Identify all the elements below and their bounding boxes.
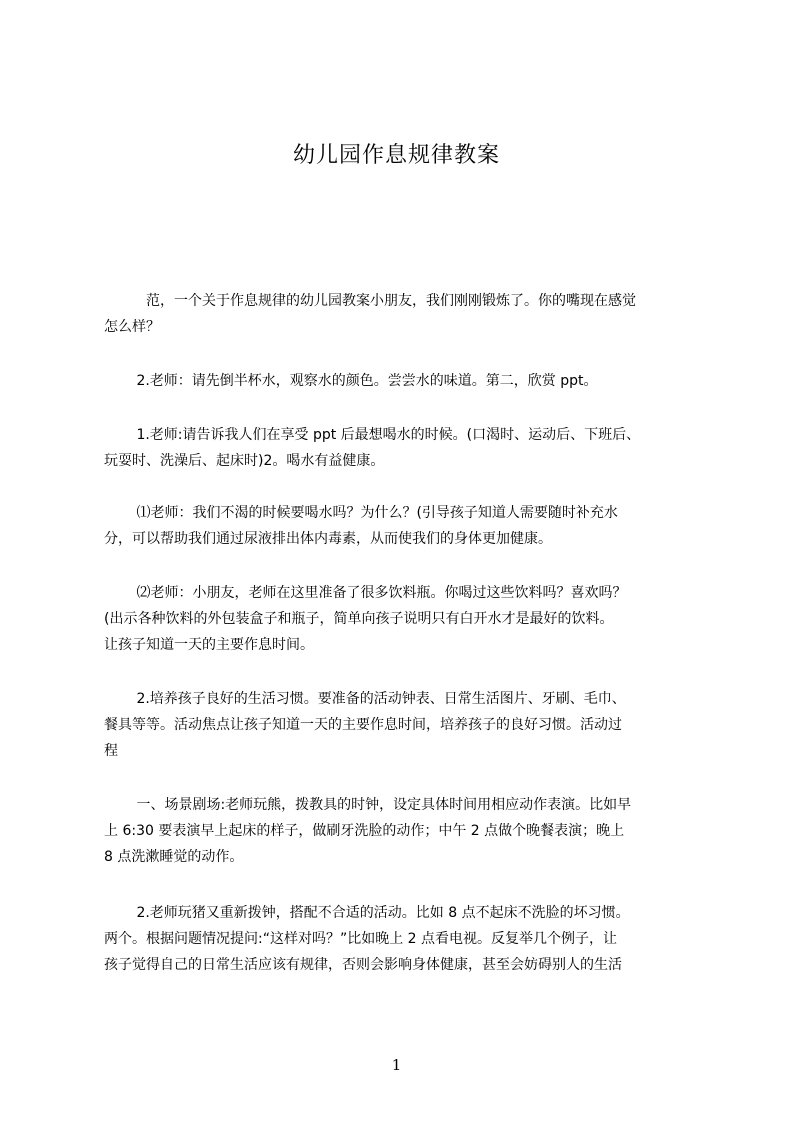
paragraph-line: 两个。根据问题情况提问:“这样对吗？”比如晚上 2 点看电视。反复举几个例子，让 — [104, 931, 618, 947]
paragraph-line: ⑵老师：小朋友，老师在这里准备了很多饮料瓶。你喝过这些饮料吗？喜欢吗？ — [104, 585, 627, 601]
paragraph-line: 孩子觉得自己的日常生活应该有规律，否则会影响身体健康，甚至会妨碍别人的生活 — [104, 957, 622, 973]
paragraph-line: ⑴老师：我们不渴的时候要喝水吗？为什么？(引导孩子知道人需要随时补充水 — [104, 505, 618, 521]
paragraph-line: 1.老师:请告诉我人们在享受 ppt 后最想喝水的时候。(口渴时、运动后、下班后、 — [104, 427, 641, 443]
paragraph-line: 2.老师：请先倒半杯水，观察水的颜色。尝尝水的味道。第二，欣赏 ppt。 — [104, 373, 598, 389]
paragraph-line: 怎么样？ — [104, 319, 160, 335]
paragraph-line: 分，可以帮助我们通过尿液排出体内毒素，从而使我们的身体更加健康。 — [104, 531, 552, 547]
paragraph-line: 一、场景剧场:老师玩熊，拨教具的时钟，设定具体时间用相应动作表演。比如早 — [104, 797, 632, 813]
paragraph-line: 让孩子知道一天的主要作息时间。 — [104, 637, 314, 653]
document-title: 幼儿园作息规律教案 — [292, 143, 500, 168]
paragraph-pour-water — [104, 368, 708, 394]
paragraph-not-thirsty — [104, 500, 708, 552]
paragraph-line: 程 — [104, 743, 118, 759]
paragraph-pig-clock — [104, 900, 708, 978]
paragraph-scene-theater — [104, 792, 708, 870]
paragraph-line: (出示各种饮料的外包装盒子和瓶子，简单向孩子说明只有白开水才是最好的饮料。 — [104, 611, 614, 627]
paragraph-line: 2.培养孩子良好的生活习惯。要准备的活动钟表、日常生活图片、牙刷、毛巾、 — [104, 691, 626, 707]
paragraph-line: 餐具等等。活动焦点让孩子知道一天的主要作息时间，培养孩子的良好习惯。活动过 — [104, 717, 622, 733]
paragraph-drink-bottles — [104, 580, 708, 658]
paragraph-line: 2.老师玩猪又重新拨钟，搭配不合适的活动。比如 8 点不起床不洗脸的坏习惯。 — [104, 905, 630, 921]
paragraph-good-habits — [104, 686, 708, 764]
paragraph-when-drink — [104, 422, 708, 474]
paragraph-line: 范，一个关于作息规律的幼儿园教案小朋友，我们刚刚锻炼了。你的嘴现在感觉 — [104, 293, 636, 309]
paragraph-intro — [104, 288, 708, 340]
paragraph-line: 上 6:30 要表演早上起床的样子，做刷牙洗脸的动作；中午 2 点做个晚餐表演；晚上 — [104, 823, 625, 839]
paragraph-line: 8 点洗漱睡觉的动作。 — [104, 849, 244, 865]
page-number: 1 — [391, 1056, 402, 1074]
paragraph-line: 玩耍时、洗澡后、起床时)2。喝水有益健康。 — [104, 453, 385, 469]
